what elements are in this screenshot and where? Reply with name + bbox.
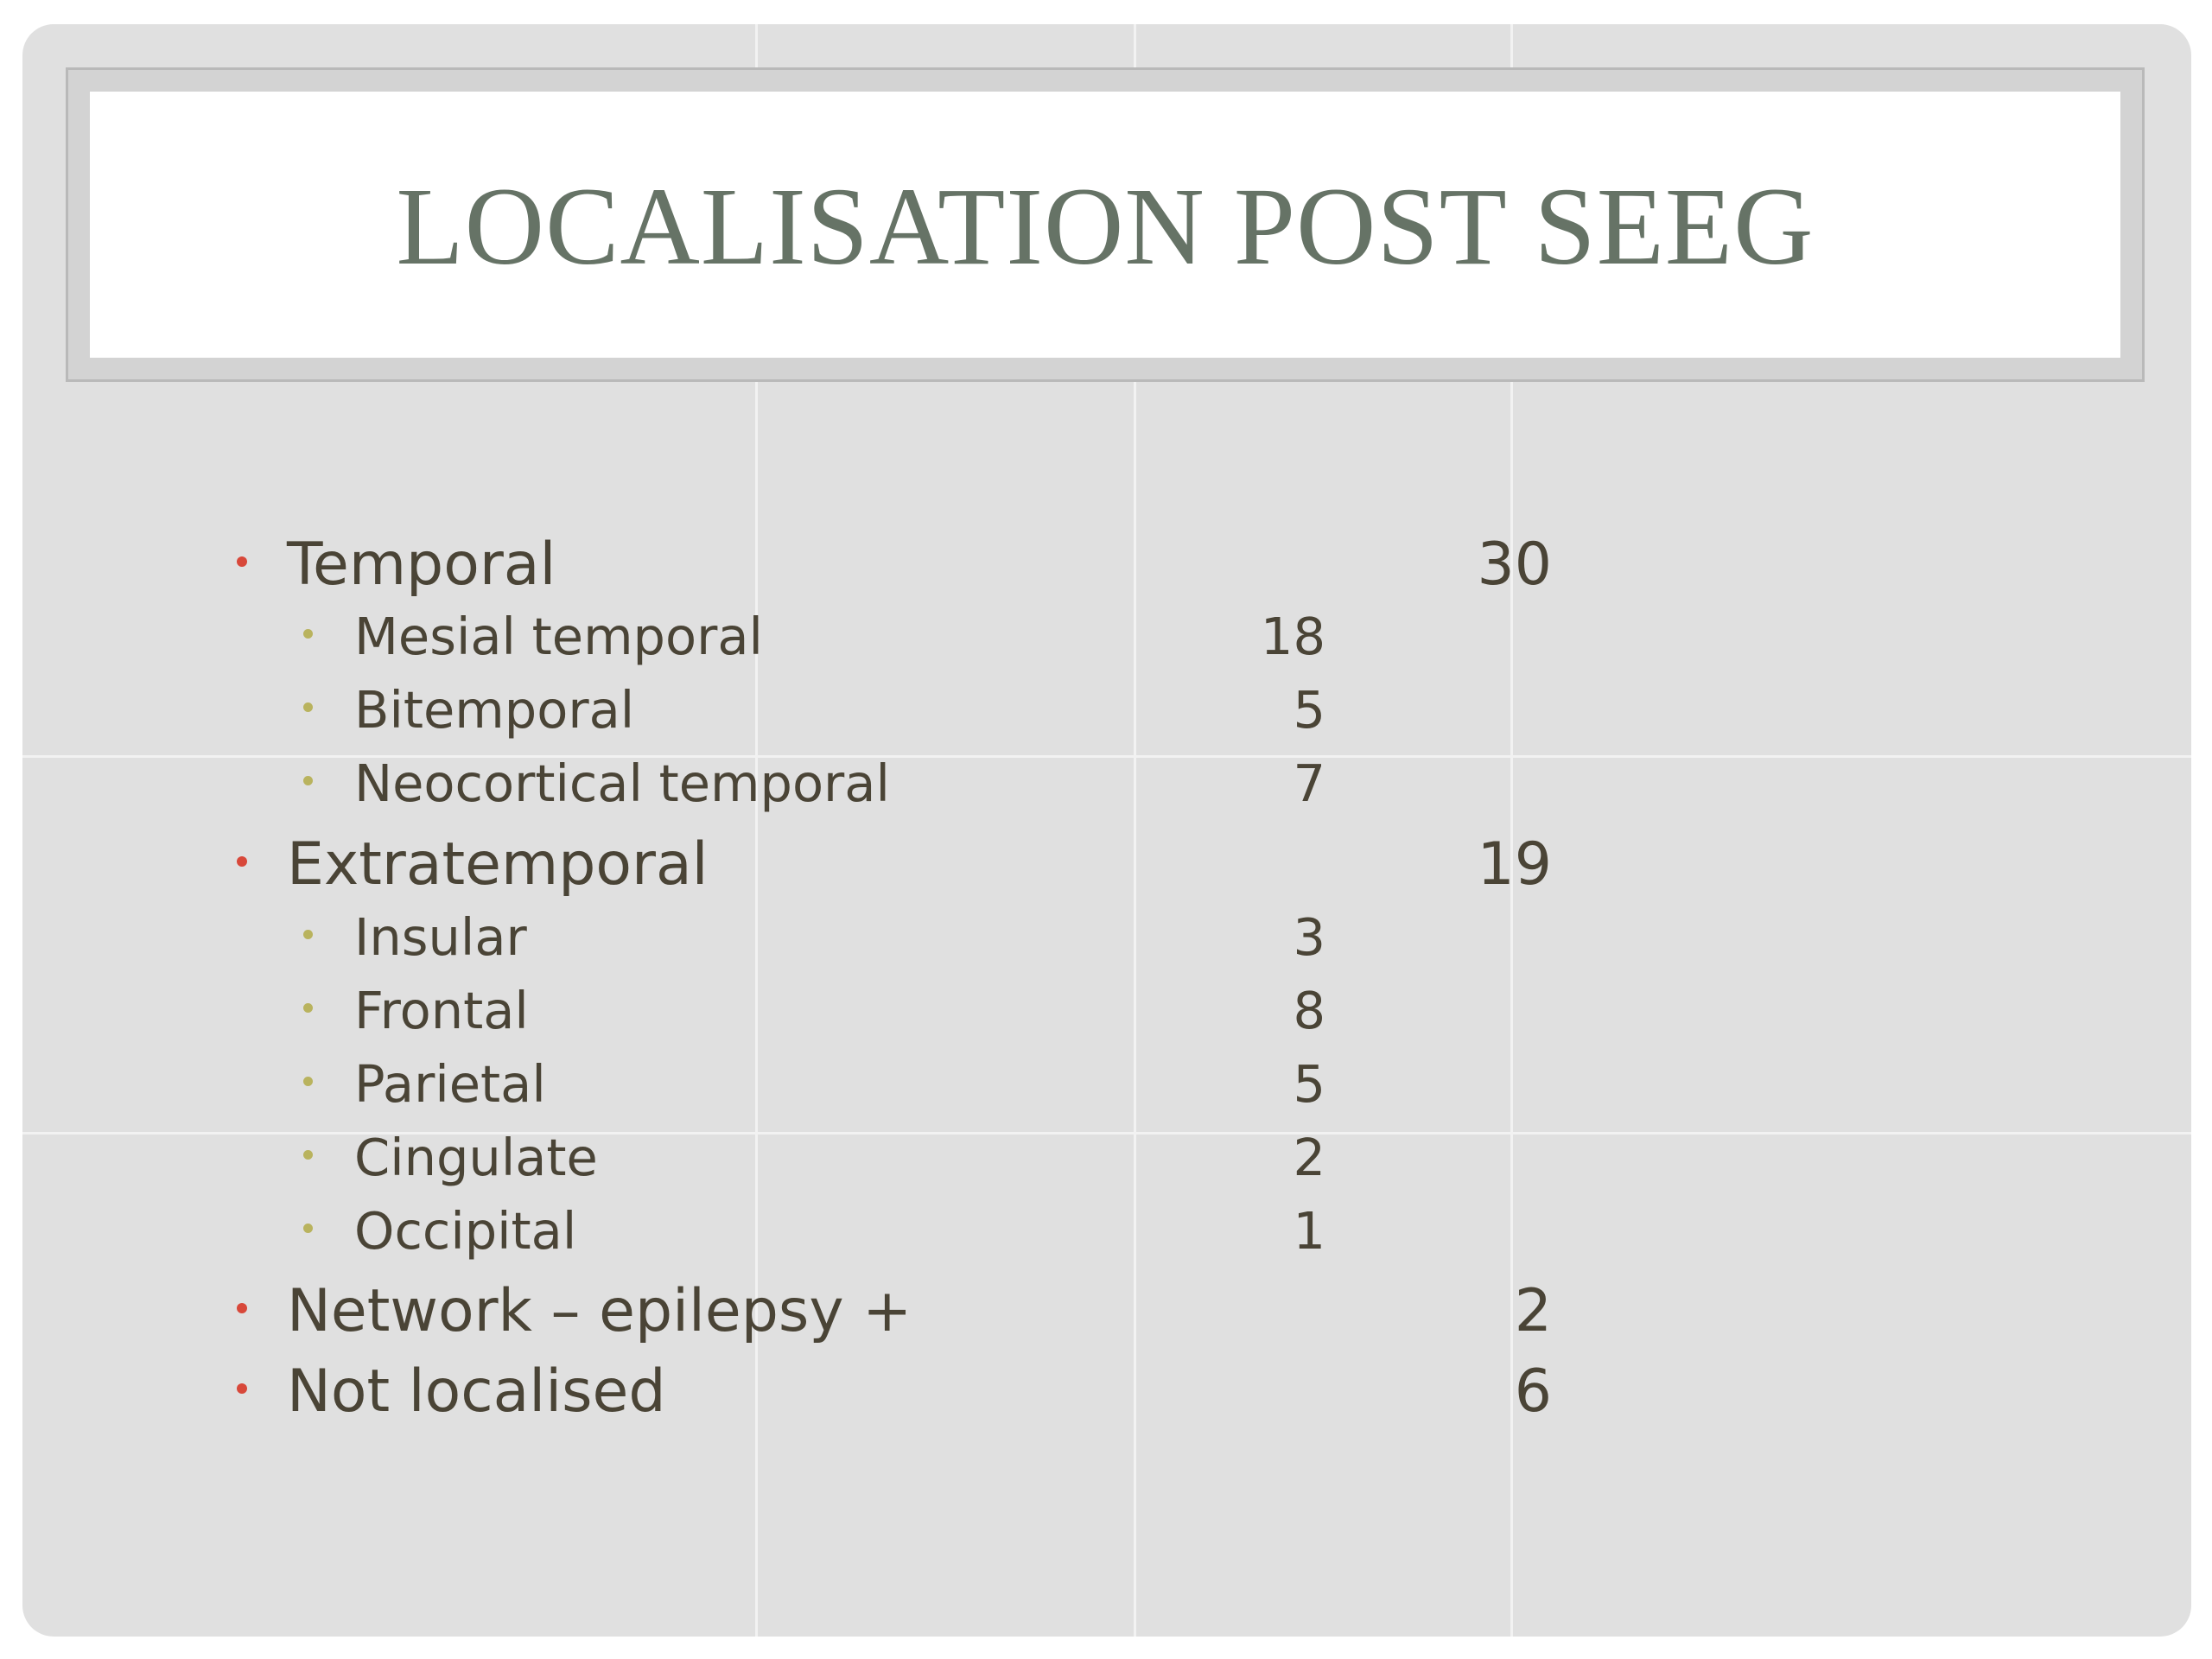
list-item-value: 2 (1293, 1128, 1325, 1187)
list-item-label: Network – epilepsy + (287, 1277, 912, 1345)
list-item-value: 3 (1293, 907, 1325, 967)
list-item-value: 30 (1477, 531, 1552, 599)
bullet-icon (303, 930, 313, 939)
bullet-icon (237, 1303, 247, 1313)
list-item-label: Occipital (354, 1201, 577, 1261)
list-item-value: 18 (1260, 607, 1325, 666)
list-item-label: Insular (354, 907, 527, 967)
list-item-value: 1 (1293, 1201, 1325, 1261)
list-item-label: Frontal (354, 981, 529, 1040)
list-item-value: 8 (1293, 981, 1325, 1040)
list-item-value: 7 (1293, 753, 1325, 813)
title-frame (66, 67, 2145, 382)
list-item-label: Parietal (354, 1054, 546, 1114)
gridline (22, 1132, 2191, 1135)
bullet-icon (303, 1077, 313, 1086)
bullet-icon (303, 1003, 313, 1013)
bullet-icon (303, 776, 313, 785)
list-item-label: Temporal (287, 531, 556, 599)
list-item-value: 5 (1293, 680, 1325, 740)
list-item-label: Neocortical temporal (354, 753, 890, 813)
bullet-icon (237, 1383, 247, 1394)
list-item-label: Extratemporal (287, 830, 709, 899)
slide (22, 24, 2191, 1637)
bullet-icon (303, 702, 313, 712)
bullet-icon (237, 856, 247, 867)
bullet-icon (303, 1224, 313, 1233)
list-item-value: 6 (1514, 1357, 1552, 1426)
bullet-icon (303, 1150, 313, 1160)
slide-title: LOCALISATION POST SEEG (396, 164, 1815, 288)
bullet-icon (303, 629, 313, 639)
gridline (22, 755, 2191, 758)
list-item-value: 19 (1477, 830, 1552, 899)
list-item-value: 5 (1293, 1054, 1325, 1114)
list-item-label: Mesial temporal (354, 607, 763, 666)
list-item-label: Not localised (287, 1357, 666, 1426)
bullet-icon (237, 556, 247, 567)
list-item-label: Bitemporal (354, 680, 635, 740)
list-item-value: 2 (1514, 1277, 1552, 1345)
list-item-label: Cingulate (354, 1128, 598, 1187)
title-box (90, 92, 2120, 358)
